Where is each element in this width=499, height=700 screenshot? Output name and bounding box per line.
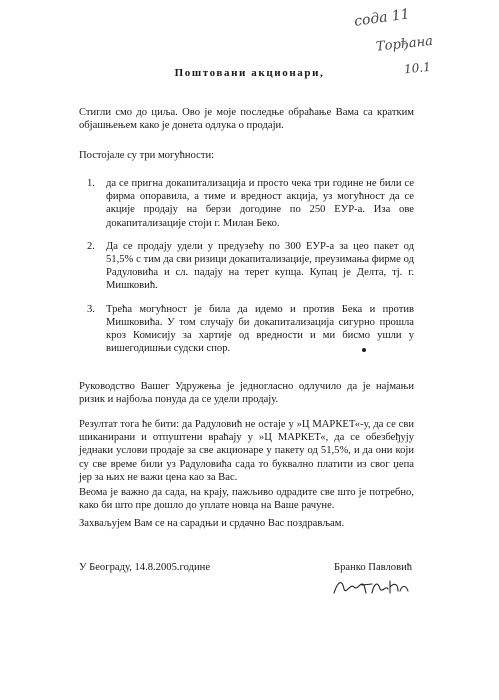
handwritten-note-line: 10.1 [403, 59, 432, 77]
options-intro: Постојале су три могућности: [79, 150, 215, 161]
handwritten-note-line: Торђана [375, 33, 434, 55]
list-item: 1. да се пригна докапитализација и просто чека три године не били се фирма опоравила, а тиме и вредност акција, уз могућност да се акције продају на берзи догодине по 250 ЕУР-а. Иза ове докапитализације стоји г. Милан Беко. [87, 178, 414, 229]
list-item: 2. Да се продају удели у предузећу по 300 ЕУР-а за цео пакет од 51,5% с тим да сви ризици докапитализације, преузимања фирме од Радуловића и сл. падају на терет купца. Купац је Делта, тј. г. Мишковић. [87, 240, 414, 292]
place-date: У Београду, 14.8.2005.године [79, 562, 211, 573]
handwritten-note-line: сода 11 [353, 6, 411, 30]
letter-salutation: Поштовани акционари, [174, 67, 325, 79]
list-item: 3. Трећа могућност је била да идемо и против Бека и против Мишковића. У том случају би докапитализација сигурно прошла кроз Комисију за хартије од вредности и ми бисмо ушли у вишегодишњи судски спор. [87, 303, 414, 355]
intro-paragraph: Стигли смо до циља. Ово је моје последње обраћање Вама са кратким објашњењем како је донета одлука о продаји. [79, 107, 414, 132]
decision-paragraph: Руководство Вашег Удружења је једногласно одлучило да је најмањи ризик и најбоља понуда да се удели продају. [79, 381, 414, 406]
handwritten-signature [332, 575, 412, 599]
request-paragraph: Веома је важно да сада, на крају, пажљиво одрадите све што је потребно, како би што пре дошло до уплате новца на Ваше рачуне. [79, 487, 414, 512]
closing-paragraph: Захваљујем Вам се на сарадњи и срдачно Вас поздрављам. [79, 518, 345, 529]
ink-dot [362, 348, 366, 352]
signer-name: Бранко Павловић [334, 562, 413, 573]
result-paragraph: Резултат тога ће бити: да Радуловић не остаје у »Ц МАРКЕТ«-у, да се сви шиканирани и отпуштени враћају у »Ц МАРКЕТ«, да се обезбеђују једнаки услови продаје за све акционаре у пакету од 51,5%, и да они који су све време били уз Радуловића сада то буквално платити из свог џепа јер за њих не важи цена као за Вас. [79, 419, 414, 483]
options-list [87, 177, 414, 365]
